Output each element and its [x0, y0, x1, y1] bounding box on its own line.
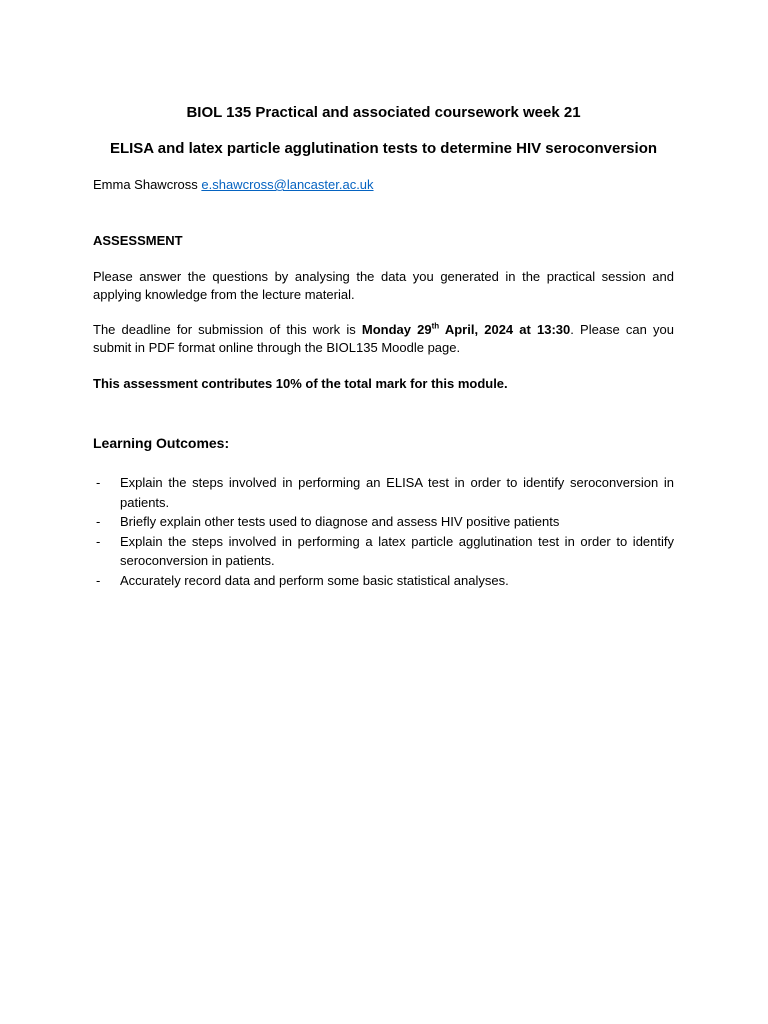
bullet-dash: - — [96, 514, 101, 529]
weighting-paragraph: This assessment contributes 10% of the total mark for this module. — [93, 376, 508, 391]
author-line — [93, 176, 674, 194]
bullet-dash: - — [96, 475, 101, 490]
deadline-paragraph — [93, 321, 674, 357]
list-item-text: Briefly explain other tests used to diagnose and assess HIV positive patients — [120, 514, 560, 529]
document-subtitle: ELISA and latex particle agglutination tests to determine HIV seroconversion — [109, 140, 658, 157]
bullet-dash: - — [96, 572, 101, 588]
list-item-text: Accurately record data and perform some basic statistical analyses. — [120, 572, 509, 588]
author-email-link[interactable]: e.shawcross@lancaster.ac.uk — [201, 177, 374, 192]
list-item-text: Explain the steps involved in performing an ELISA test in order to identify seroconversion in patients. — [120, 475, 674, 510]
list-item — [93, 532, 674, 571]
learning-outcomes-list — [93, 473, 674, 590]
list-item-text: Explain the steps involved in performing a latex particle agglutination test in order to identify seroconversion in patients. — [120, 533, 674, 568]
list-item — [93, 512, 674, 532]
assessment-heading: ASSESSMENT — [93, 233, 183, 248]
deadline-suffix: . Please can you submit in PDF format online through the BIOL135 Moodle page. — [93, 322, 675, 355]
deadline-date — [362, 322, 570, 337]
deadline-day: Monday 29 — [361, 322, 432, 337]
list-item — [93, 571, 674, 591]
instructions-paragraph: Please answer the questions by analysing the data you generated in the practical session and applying knowledge from the lecture material. — [93, 269, 674, 302]
author-name: Emma Shawcross — [93, 177, 198, 192]
deadline-ordinal: th — [431, 321, 440, 331]
bullet-dash: - — [96, 533, 101, 549]
deadline-rest: April, 2024 at 13:30 — [439, 322, 571, 337]
deadline-prefix: The deadline for submission of this work is — [93, 322, 362, 337]
learning-outcomes-heading: Learning Outcomes: — [93, 435, 230, 451]
list-item — [93, 473, 674, 512]
document-title: BIOL 135 Practical and associated coursework week 21 — [186, 104, 581, 121]
